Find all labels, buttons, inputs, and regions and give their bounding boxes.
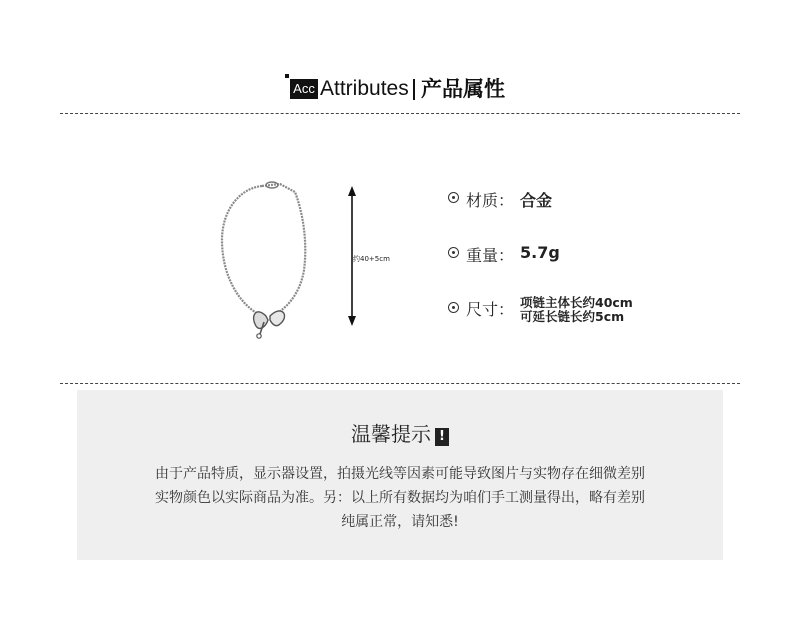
spec-size-line2: 可延长链长约5cm (520, 309, 625, 324)
dashed-divider-top (60, 113, 740, 114)
bullet-circle-icon (448, 247, 459, 258)
notice-line-2: 实物颜色以实际商品为准。另：以上所有数据均为咱们手工测量得出，略有差别 (155, 490, 645, 506)
spec-size-value (520, 296, 700, 324)
bullet-circle-icon (448, 302, 459, 313)
spec-material-label: 材质： (466, 191, 515, 210)
spec-size-line1: 项链主体长约40cm (520, 295, 633, 310)
header-separator (413, 79, 415, 100)
notice-title-row (77, 418, 723, 447)
header-badge: Acc (290, 79, 318, 99)
notice-body (103, 462, 697, 534)
notice-box (77, 390, 723, 560)
spec-size-label: 尺寸： (466, 300, 515, 319)
bullet-circle-icon (448, 192, 459, 203)
product-image (200, 170, 420, 350)
notice-line-3: 纯属正常，请知悉! (341, 514, 459, 530)
notice-title: 温馨提示 (351, 422, 431, 446)
header-title-cn: 产品属性 (421, 77, 505, 101)
section-header (0, 74, 800, 106)
warning-icon: ! (435, 428, 449, 446)
header-title-en: Attributes (320, 77, 409, 100)
dimension-label: 约40+5cm (353, 255, 390, 263)
notice-line-1: 由于产品特质，显示器设置，拍摄光线等因素可能导致图片与实物存在细微差别 (155, 466, 645, 482)
dashed-divider-middle (60, 383, 740, 384)
spec-weight-value: 5.7g (520, 243, 560, 262)
header-dot (285, 74, 289, 78)
spec-material-value: 合金 (520, 191, 553, 210)
spec-weight-label: 重量： (466, 246, 515, 265)
